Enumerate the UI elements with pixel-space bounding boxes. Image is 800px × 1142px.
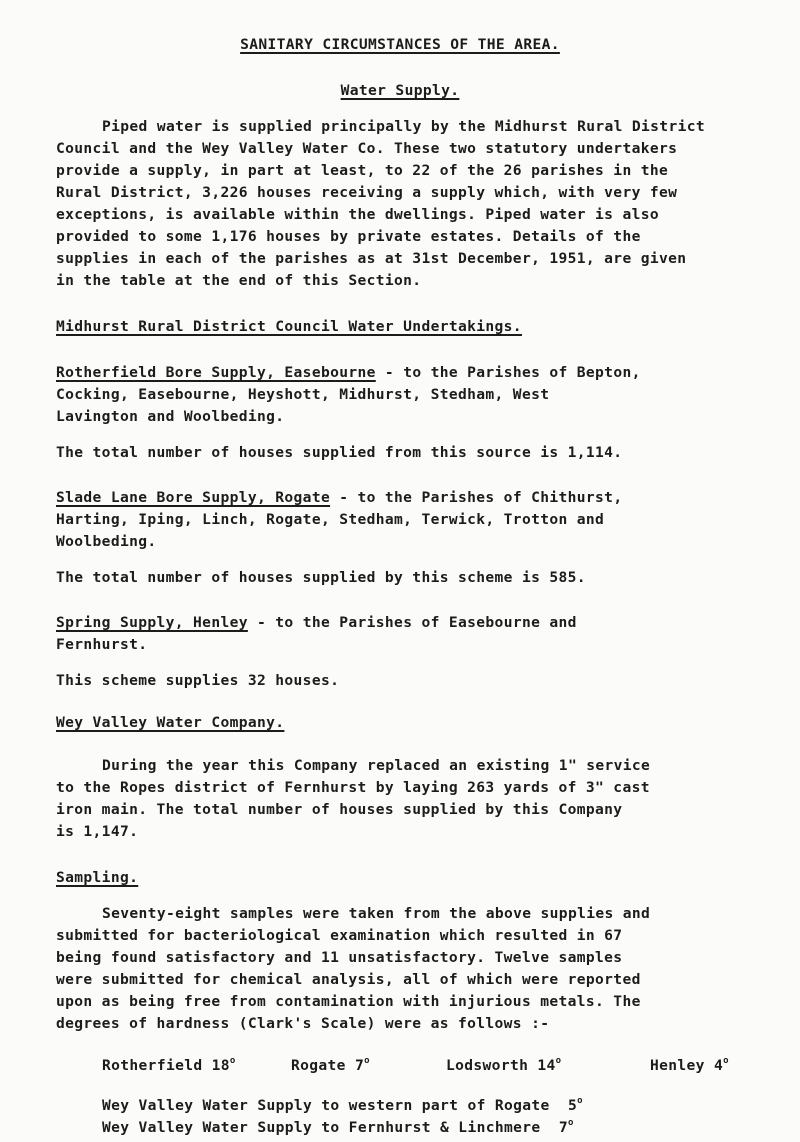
sampling-line: were submitted for chemical analysis, all of which were reported [56, 971, 641, 988]
hardness-item: Henley 4$^o$ [650, 1056, 729, 1074]
page-title: SANITARY CIRCUMSTANCES OF THE AREA. [240, 36, 560, 53]
wey-rogate-hardness: Wey Valley Water Supply to western part of Rogate 5$^o$ [102, 1096, 583, 1114]
slade-lane-text-cont: Harting, Iping, Linch, Rogate, Stedham, Terwick, Trotton and [56, 511, 605, 528]
wey-valley-line: is 1,147. [56, 823, 139, 840]
wey-fernhurst-hardness: Wey Valley Water Supply to Fernhurst & Linchmere 7$^o$ [102, 1118, 574, 1136]
intro-line: in the table at the end of this Section. [56, 272, 422, 289]
water-supply-heading: Water Supply. [340, 82, 460, 99]
hardness-item: Rotherfield 18$^o$ [102, 1056, 236, 1074]
rdc-heading: Midhurst Rural District Council Water Undertakings. [56, 318, 522, 335]
slade-lane-line [56, 487, 800, 509]
wey-valley-heading: Wey Valley Water Company. [56, 714, 285, 731]
rotherfield-text: - to the Parishes of Bepton, [375, 364, 641, 381]
spring-line [56, 612, 800, 634]
spring-text: - to the Parishes of Easebourne and [247, 614, 577, 631]
sampling-heading: Sampling. [56, 869, 139, 886]
sampling-line: submitted for bacteriological examination which resulted in 67 [56, 927, 623, 944]
wey-valley-line: to the Ropes district of Fernhurst by laying 263 yards of 3" cast [56, 779, 650, 796]
slade-lane-total: The total number of houses supplied by this scheme is 585. [56, 569, 586, 586]
rotherfield-total: The total number of houses supplied from this source is 1,114. [56, 444, 623, 461]
intro-line: provided to some 1,176 houses by private estates. Details of the [56, 228, 641, 245]
intro-line: Council and the Wey Valley Water Co. These two statutory undertakers [56, 140, 678, 157]
sampling-line: being found satisfactory and 11 unsatisfactory. Twelve samples [56, 949, 623, 966]
rotherfield-text-cont: Lavington and Woolbeding. [56, 408, 285, 425]
intro-line: Piped water is supplied principally by the Midhurst Rural District [102, 118, 705, 135]
spring-text-cont: Fernhurst. [56, 636, 148, 653]
intro-line: Rural District, 3,226 houses receiving a supply which, with very few [56, 184, 678, 201]
intro-line: exceptions, is available within the dwellings. Piped water is also [56, 206, 659, 223]
rotherfield-text-cont: Cocking, Easebourne, Heyshott, Midhurst, Stedham, West [56, 386, 550, 403]
spring-total: This scheme supplies 32 houses. [56, 672, 340, 689]
slade-lane-text: - to the Parishes of Chithurst, [330, 489, 623, 506]
hardness-item: Rogate 7$^o$ [291, 1056, 370, 1074]
rotherfield-line [56, 362, 800, 384]
hardness-item: Lodsworth 14$^o$ [446, 1056, 562, 1074]
spring-source: Spring Supply, Henley [56, 614, 248, 631]
rotherfield-source: Rotherfield Bore Supply, Easebourne [56, 364, 376, 381]
sampling-line: Seventy-eight samples were taken from the above supplies and [102, 905, 651, 922]
wey-valley-line: During the year this Company replaced an existing 1" service [102, 757, 651, 774]
intro-line: supplies in each of the parishes as at 31st December, 1951, are given [56, 250, 687, 267]
slade-lane-text-cont: Woolbeding. [56, 533, 157, 550]
slade-lane-source: Slade Lane Bore Supply, Rogate [56, 489, 331, 506]
wey-valley-line: iron main. The total number of houses supplied by this Company [56, 801, 623, 818]
intro-line: provide a supply, in part at least, to 22 of the 26 parishes in the [56, 162, 669, 179]
sampling-line: degrees of hardness (Clark's Scale) were as follows :- [56, 1015, 550, 1032]
sampling-line: upon as being free from contamination with injurious metals. The [56, 993, 641, 1010]
